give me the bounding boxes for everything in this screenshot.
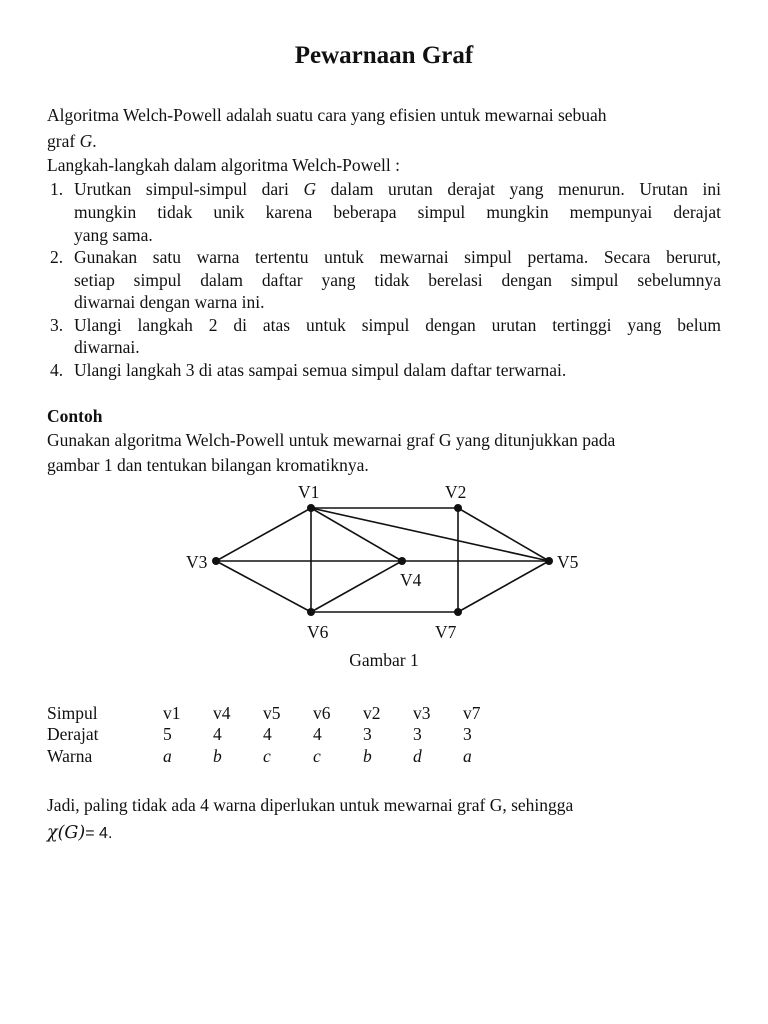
- table-cell-simpul: v7: [463, 703, 481, 723]
- chromatic-number-value: = 4.: [85, 825, 113, 842]
- intro-line-1: Algoritma Welch-Powell adalah suatu cara yang efisien untuk mewarnai sebuah: [47, 105, 607, 125]
- table-cell-simpul: v2: [363, 703, 381, 723]
- step-1-line-1-pre: Urutkan simpul-simpul dari: [74, 179, 304, 199]
- table-cell-warna: a: [463, 746, 472, 766]
- step-1-line-3: yang sama.: [74, 225, 153, 245]
- vertex-label-v5: V5: [557, 552, 579, 572]
- table-cell-simpul: v6: [313, 703, 331, 723]
- vertex-label-v6: V6: [307, 622, 329, 642]
- vertex-label-v2: V2: [445, 482, 467, 502]
- edge-v1-v5: [311, 508, 549, 561]
- step-1-line-1-post: dalam urutan derajat yang menurun. Urutan ini: [316, 179, 721, 199]
- vertex-v1: [307, 504, 315, 512]
- table-cell-derajat: 4: [263, 724, 272, 744]
- table-cell-derajat: 4: [213, 724, 222, 744]
- step-2-number: 2.: [50, 247, 64, 267]
- vertex-v5: [545, 557, 553, 565]
- table-cell-warna: c: [313, 746, 321, 766]
- table-cell-warna: b: [213, 746, 222, 766]
- vertex-v2: [454, 504, 462, 512]
- table-cell-derajat: 5: [163, 724, 172, 744]
- table-cell-derajat: 3: [363, 724, 372, 744]
- row-label-simpul: Simpul: [47, 703, 98, 723]
- table-cell-derajat: 3: [413, 724, 422, 744]
- figure-caption: Gambar 1: [349, 650, 419, 670]
- edge-v3-v6: [216, 561, 311, 612]
- page-title: Pewarnaan Graf: [294, 42, 474, 69]
- graph-edges: [216, 508, 549, 612]
- edge-v2-v5: [458, 508, 549, 561]
- steps-heading: Langkah-langkah dalam algoritma Welch-Powell :: [47, 155, 401, 175]
- edge-v1-v4: [311, 508, 402, 561]
- vertex-v4: [398, 557, 406, 565]
- vertex-label-v7: V7: [435, 622, 457, 642]
- row-label-derajat: Derajat: [47, 724, 99, 744]
- vertex-label-v3: V3: [186, 552, 208, 572]
- conclusion-line-1: Jadi, paling tidak ada 4 warna diperlukan untuk mewarnai graf G, sehingga: [47, 795, 574, 815]
- step-2-line-3: diwarnai dengan warna ini.: [74, 292, 265, 312]
- intro-line-2-end: .: [92, 131, 97, 151]
- table-cell-simpul: v3: [413, 703, 431, 723]
- step-4-number: 4.: [50, 360, 64, 380]
- table-cell-warna: b: [363, 746, 372, 766]
- step-2-line-2: setiap simpul dalam daftar yang tidak berelasi dengan simpul sebelumnya: [74, 270, 721, 290]
- intro-graph-var: G: [79, 131, 93, 151]
- vertex-label-v1: V1: [298, 482, 320, 502]
- table-cell-derajat: 3: [463, 724, 472, 744]
- edge-v7-v5: [458, 561, 549, 612]
- vertex-v3: [212, 557, 220, 565]
- table-cell-simpul: v5: [263, 703, 281, 723]
- chromatic-number-symbol: χ(G): [47, 823, 86, 843]
- example-heading: Contoh: [47, 406, 103, 426]
- vertex-label-v4: V4: [400, 570, 422, 590]
- vertex-v7: [454, 608, 462, 616]
- example-line-1: Gunakan algoritma Welch-Powell untuk mewarnai graf G yang ditunjukkan pada: [47, 430, 616, 450]
- intro-line-2-text: graf: [47, 131, 80, 151]
- step-1-graph-var: G: [303, 179, 317, 199]
- table-cell-derajat: 4: [313, 724, 322, 744]
- graph-vertices: [212, 504, 553, 616]
- vertex-v6: [307, 608, 315, 616]
- step-1-line-2: mungkin tidak unik karena beberapa simpul mungkin mempunyai derajat: [74, 202, 721, 222]
- step-2-line-1: Gunakan satu warna tertentu untuk mewarnai simpul pertama. Secara berurut,: [74, 247, 721, 267]
- table-cell-warna: c: [263, 746, 271, 766]
- example-line-2: gambar 1 dan tentukan bilangan kromatiknya.: [47, 455, 369, 475]
- row-label-warna: Warna: [47, 746, 93, 766]
- table-cell-simpul: v4: [213, 703, 231, 723]
- step-3-line-2: diwarnai.: [74, 337, 140, 357]
- step-1-number: 1.: [50, 179, 64, 199]
- table-cell-warna: d: [413, 746, 422, 766]
- edge-v3-v1: [216, 508, 311, 561]
- edge-v6-v4: [311, 561, 402, 612]
- step-4-line-1: Ulangi langkah 3 di atas sampai semua simpul dalam daftar terwarnai.: [74, 360, 567, 380]
- table-cell-simpul: v1: [163, 703, 181, 723]
- step-3-number: 3.: [50, 315, 64, 335]
- table-cell-warna: a: [163, 746, 172, 766]
- conclusion-line-2: [47, 822, 112, 843]
- step-3-line-1: Ulangi langkah 2 di atas untuk simpul dengan urutan tertinggi yang belum: [74, 315, 721, 335]
